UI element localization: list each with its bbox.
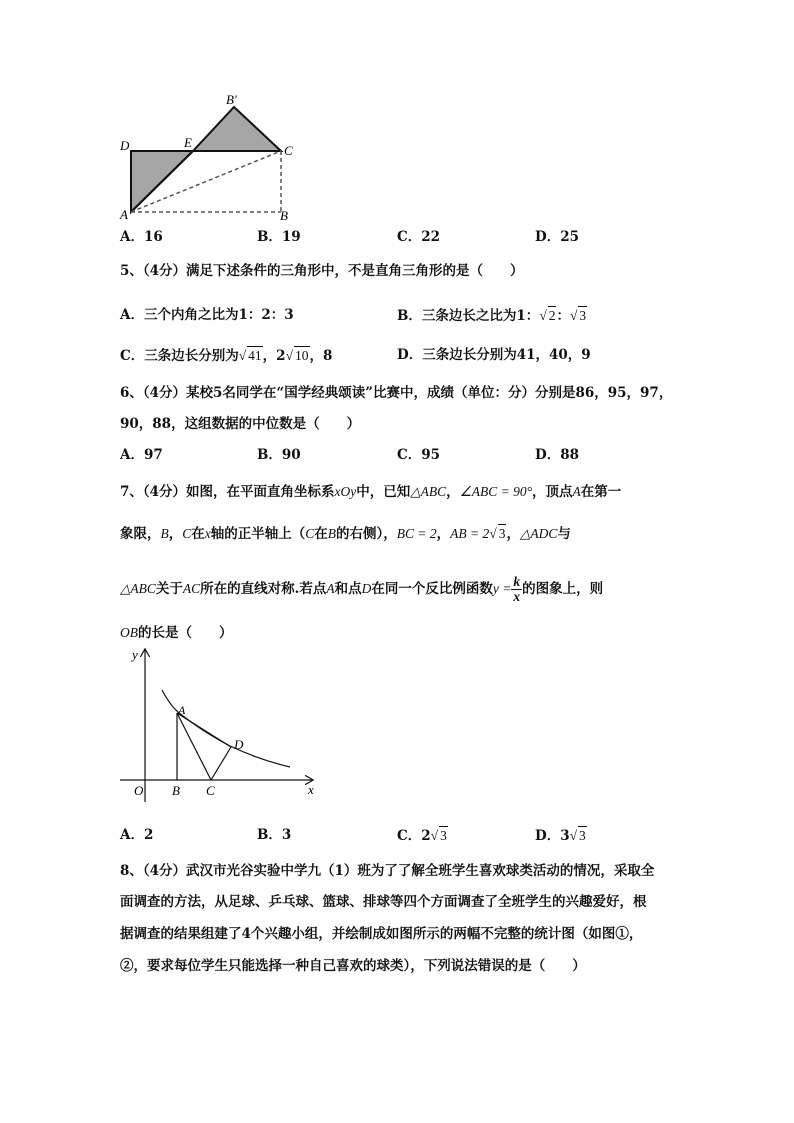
q7-option-a: A．2: [120, 827, 154, 843]
q7-option-b: B．3: [257, 827, 292, 843]
math-ab: AB = 2: [450, 526, 490, 541]
label-y: y: [132, 647, 138, 662]
text: 中，已知: [356, 484, 411, 500]
label-b: B: [280, 208, 288, 223]
sqrt-3: 3: [498, 526, 506, 541]
text: 所在的直线对称.若点: [200, 581, 327, 597]
q5-option-b: B．三条边长之比为1：√ 2：√ 3: [397, 308, 587, 324]
q7-stem-line2: 象限，B，C在x轴的正半轴上（C在B的右侧），BC = 2，AB = 2√ 3，△ADC与: [120, 526, 571, 542]
sqrt-3: 3: [440, 828, 447, 843]
q5-option-a: A．三个内角之比为1：2：3: [120, 307, 294, 323]
math-x: x: [204, 526, 211, 541]
text: 的长是（ ）: [138, 625, 233, 641]
q5-option-b-text: B．三条边长之比为1：: [397, 308, 540, 324]
math-triangle-adc: △ADC: [519, 526, 558, 541]
label-b-prime: B′: [226, 92, 237, 107]
text: ，顶点: [532, 484, 573, 500]
q6-option-b: B．90: [257, 447, 301, 463]
q4-option-b: B．19: [257, 229, 301, 245]
q7-option-d: D．3√ 3: [535, 828, 586, 844]
text: 在: [314, 526, 328, 542]
text: 象限，: [120, 526, 161, 542]
q6-option-d: D．88: [535, 447, 579, 463]
coordinate-figure: [110, 640, 330, 805]
label-x: x: [308, 782, 314, 797]
separator: ，8: [309, 348, 333, 364]
q4-option-c: C．22: [397, 229, 441, 245]
math-angle-abc: ∠ABC = 90°: [459, 484, 533, 499]
math-a: A: [326, 581, 335, 596]
text: 关于: [155, 581, 183, 597]
sqrt-41: 41: [248, 348, 262, 363]
math-bc: BC = 2: [396, 526, 437, 541]
text: ，: [506, 526, 520, 542]
separator: ：: [556, 308, 570, 324]
math-d: D: [361, 581, 372, 596]
q5-option-c: C．三条边长分别为√ 41，2√ 10，8: [120, 348, 333, 364]
q8-stem-line1: 8、（4分）武汉市光谷实验中学九（1）班为了了解全班学生喜欢球类活动的情况，采取全: [120, 863, 655, 879]
math-triangle-abc: △ABC: [410, 484, 447, 499]
text: 在同一个反比例函数: [371, 581, 493, 597]
q8-stem-line3: 据调查的结果组建了4个兴趣小组，并绘制成如图所示的两幅不完整的统计图（如图①，: [120, 926, 643, 942]
label-c: C: [284, 143, 293, 158]
numerator: k: [513, 574, 521, 589]
sqrt-3: 3: [579, 308, 587, 323]
math-ob: OB: [120, 625, 138, 640]
separator: ，2: [262, 348, 286, 364]
text: ，: [436, 526, 451, 542]
math-c: C: [305, 526, 315, 541]
sqrt-2: 2: [548, 308, 556, 323]
fraction-k-over-x: [511, 575, 522, 604]
sqrt-3: 3: [579, 828, 586, 843]
q7-stem-line1: [120, 483, 621, 501]
q6-option-a: A．97: [120, 447, 163, 463]
math-triangle-abc: △ABC: [120, 581, 156, 596]
label-a: A: [178, 703, 186, 717]
text: 的右侧），: [336, 526, 397, 542]
text: ，: [168, 526, 183, 542]
text: 的图象上，则: [522, 581, 604, 597]
label-d: D: [234, 737, 244, 752]
q6-stem-line2: 90，88，这组数据的中位数是（ ）: [120, 416, 361, 432]
q8-stem-line2: 面调查的方法，从足球、乒乓球、篮球、排球等四个方面调查了全班学生的兴趣爱好，根: [120, 894, 647, 910]
label-c: C: [206, 783, 215, 798]
q7-option-c-text: C．2: [397, 828, 431, 844]
q4-option-d: D．25: [535, 229, 579, 245]
denominator: x: [513, 589, 521, 604]
math-ac: AC: [182, 581, 201, 596]
q5-option-c-text: C．三条边长分别为: [120, 348, 239, 364]
q7-option-d-text: D．3: [535, 828, 570, 844]
math-b: B: [160, 526, 169, 541]
math-xoy: xOy: [334, 484, 357, 499]
q6-option-c: C．95: [397, 447, 441, 463]
math-b: B: [327, 526, 337, 541]
text: 7、（4分）如图，在平面直角坐标系: [120, 484, 335, 500]
q7-option-c: C．2√ 3: [397, 828, 447, 844]
text: 在: [191, 526, 205, 542]
q6-stem-line1: 6、（4分）某校5名同学在“国学经典颂读”比赛中，成绩（单位：分）分别是86，95，97，: [120, 385, 673, 401]
q5-option-d: D．三条边长分别为41，40，9: [397, 347, 591, 363]
label-d: D: [120, 138, 130, 153]
q5-stem: 5、（4分）满足下述条件的三角形中，不是直角三角形的是（ ）: [120, 263, 524, 279]
text: 与: [557, 526, 571, 542]
q4-option-a: A．16: [120, 229, 163, 245]
q7-stem-line3: [120, 575, 603, 604]
label-e: E: [184, 135, 192, 150]
math-y-equals: y =: [492, 581, 512, 596]
sqrt-10: 10: [295, 348, 309, 363]
math-a: A: [572, 484, 581, 499]
q8-stem-line4: ②，要求每位学生只能选择一种自己喜欢的球类），下列说法错误的是（ ）: [120, 958, 586, 974]
text: 在第一: [580, 484, 622, 500]
label-o: O: [134, 783, 144, 798]
folded-rectangle-figure: [110, 90, 310, 230]
text: ，: [446, 484, 460, 500]
math-c: C: [182, 526, 192, 541]
text: 轴的正半轴上（: [210, 526, 306, 542]
label-b: B: [172, 783, 180, 798]
label-a: A: [120, 207, 128, 222]
text: 和点: [334, 581, 362, 597]
shaded-triangle-eb-c: [193, 107, 281, 151]
